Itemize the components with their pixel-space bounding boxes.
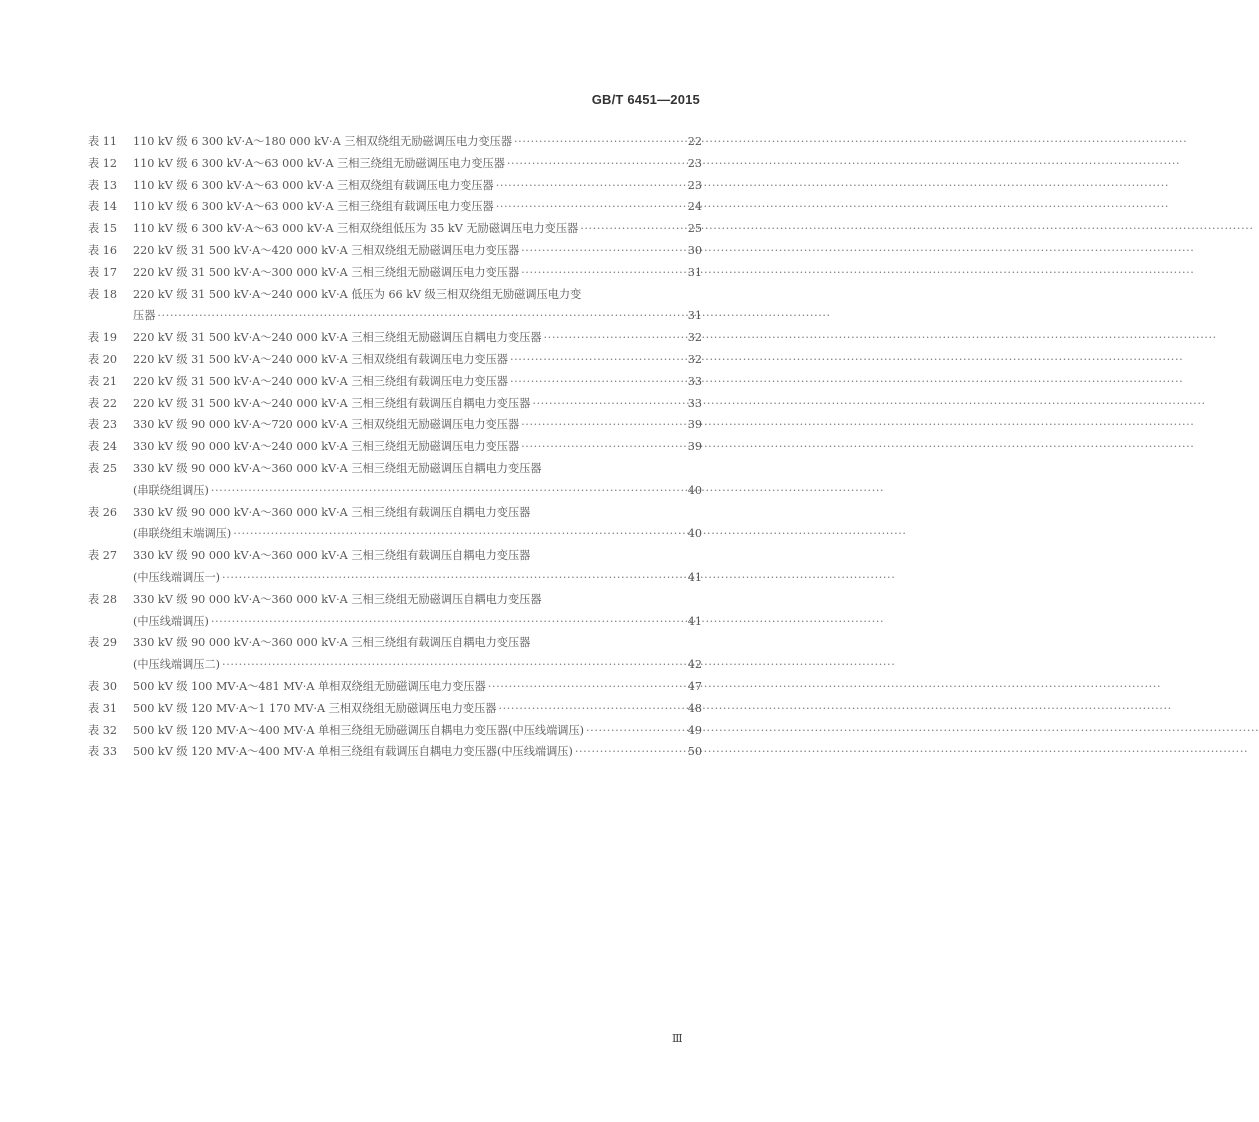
toc-entry-page: 39 (687, 440, 702, 454)
toc-entry[interactable] (88, 458, 702, 502)
toc-entry-title: 压器 (133, 309, 156, 323)
standard-code: GB/T 6451—2015 (591, 92, 700, 107)
toc-entry-number: 表 29 (88, 636, 117, 650)
toc-entry[interactable] (88, 698, 702, 720)
toc-entry-title: 330 kV 级 90 000 kV·A～720 000 kV·A 三相双绕组无励磁调压电力变压器 (133, 418, 520, 432)
toc-entry[interactable] (88, 262, 702, 284)
toc-entry-page: 22 (687, 135, 702, 148)
toc-entry-title: 330 kV 级 90 000 kV·A～360 000 kV·A 三相三绕组无励磁调压自耦电力变压器 (133, 461, 542, 475)
toc-entry-title: 220 kV 级 31 500 kV·A～300 000 kV·A 三相三绕组无励磁调压电力变压器 (133, 265, 520, 279)
toc-entry-title: 110 kV 级 6 300 kV·A～63 000 kV·A 三相三绕组有载调压电力变压器 (133, 200, 494, 214)
toc-entry-line (88, 654, 702, 676)
toc-entry-number: 表 17 (88, 265, 117, 279)
toc-entry-title: 220 kV 级 31 500 kV·A～240 000 kV·A 三相三绕组有载调压电力变压器 (133, 374, 508, 388)
toc-entry-title: 500 kV 级 100 MV·A～481 MV·A 单相双绕组无励磁调压电力变压器 (133, 679, 486, 693)
toc-entry-page: 41 (687, 614, 702, 628)
dot-leader (496, 175, 684, 197)
dot-leader (498, 698, 684, 720)
toc-entry-page: 39 (687, 418, 702, 432)
dot-leader (496, 196, 684, 218)
toc-entry-number: 表 19 (88, 331, 117, 345)
toc-entry[interactable] (88, 240, 702, 262)
toc-entry-line (88, 436, 702, 458)
toc-entry-title: 330 kV 级 90 000 kV·A～240 000 kV·A 三相三绕组无励磁调压电力变压器 (133, 440, 520, 454)
toc-entry-title: (串联绕组调压) (133, 483, 209, 497)
toc-entry-page: 50 (687, 745, 702, 759)
toc-entry-number: 表 12 (88, 156, 117, 170)
toc-entry-title: 330 kV 级 90 000 kV·A～360 000 kV·A 三相三绕组有载调压自耦电力变压器 (133, 505, 531, 519)
toc-entry-page: 48 (687, 701, 702, 715)
toc-entry-number: 表 16 (88, 243, 117, 257)
dot-leader (521, 436, 684, 458)
toc-entry-page: 40 (687, 483, 702, 497)
toc-entry-title: 220 kV 级 31 500 kV·A～240 000 kV·A 低压为 66 kV 级三相双绕组无励磁调压电力变 (133, 287, 582, 301)
toc-entry-line (88, 196, 702, 218)
toc-entry-page: 31 (687, 309, 702, 323)
toc-entry-title: 500 kV 级 120 MV·A～400 MV·A 单相三绕组有载调压自耦电力变压器(中压线端调压) (133, 745, 573, 759)
toc-entry-number: 表 22 (88, 396, 117, 410)
dot-leader (575, 741, 684, 763)
toc-entry-line (88, 523, 702, 545)
toc-entry[interactable] (88, 131, 702, 153)
toc-entry-title: (串联绕组末端调压) (133, 527, 232, 541)
toc-entry-line (88, 632, 702, 654)
toc-entry-number: 表 32 (88, 723, 117, 737)
toc-entry-page: 25 (687, 222, 702, 236)
toc-entry-line (88, 720, 702, 742)
toc-entry-title: 110 kV 级 6 300 kV·A～63 000 kV·A 三相双绕组有载调压电力变压器 (133, 178, 494, 192)
toc-entry-title: (中压线端调压二) (133, 658, 221, 672)
toc-entry-page: 33 (687, 396, 702, 410)
toc-entry[interactable] (88, 349, 702, 371)
toc-entry[interactable] (88, 589, 702, 633)
toc-entry-title: 330 kV 级 90 000 kV·A～360 000 kV·A 三相三绕组有载调压自耦电力变压器 (133, 549, 531, 563)
toc-entry-line (88, 284, 702, 306)
toc-entry[interactable] (88, 371, 702, 393)
dot-leader (514, 131, 684, 153)
toc-entry[interactable] (88, 676, 702, 698)
toc-entry-title: 220 kV 级 31 500 kV·A～240 000 kV·A 三相三绕组无励磁调压自耦电力变压器 (133, 331, 542, 345)
dot-leader (586, 720, 684, 742)
toc-entry-number: 表 25 (88, 461, 117, 475)
toc-entry-page: 42 (687, 658, 702, 672)
toc-entry-number: 表 31 (88, 701, 117, 715)
dot-leader (222, 567, 684, 589)
toc-entry-line (88, 175, 702, 197)
toc-entry-number: 表 14 (88, 200, 117, 214)
toc-entry-page: 33 (687, 374, 702, 388)
table-of-contents (88, 131, 702, 763)
toc-entry-title: 330 kV 级 90 000 kV·A～360 000 kV·A 三相三绕组无励磁调压自耦电力变压器 (133, 592, 542, 606)
toc-entry-line (88, 305, 702, 327)
toc-entry-page: 41 (687, 570, 702, 584)
dot-leader (580, 218, 684, 240)
toc-entry-title: 500 kV 级 120 MV·A～400 MV·A 单相三绕组无励磁调压自耦电力变压器(中压线端调压) (133, 723, 585, 737)
toc-entry-title: 110 kV 级 6 300 kV·A～63 000 kV·A 三相双绕组低压为 35 kV 无励磁调压电力变压器 (133, 222, 579, 236)
dot-leader (507, 153, 684, 175)
toc-entry-number: 表 18 (88, 287, 117, 301)
toc-entry[interactable] (88, 436, 702, 458)
toc-entry[interactable] (88, 175, 702, 197)
toc-entry[interactable] (88, 414, 702, 436)
toc-entry-page: 31 (687, 265, 702, 279)
dot-leader (211, 611, 684, 633)
toc-entry[interactable] (88, 393, 702, 415)
toc-entry[interactable] (88, 327, 702, 349)
page-number: Ⅲ (672, 1032, 683, 1045)
toc-entry-line (88, 240, 702, 262)
toc-entry-title: 220 kV 级 31 500 kV·A～420 000 kV·A 三相双绕组无励磁调压电力变压器 (133, 243, 520, 257)
toc-entry-number: 表 11 (88, 135, 117, 148)
toc-entry-line (88, 153, 702, 175)
toc-entry-page: 40 (687, 527, 702, 541)
toc-entry-page: 32 (687, 331, 702, 345)
toc-entry-line (88, 414, 702, 436)
toc-entry[interactable] (88, 720, 702, 742)
toc-entry-line (88, 676, 702, 698)
dot-leader (233, 523, 684, 545)
toc-entry-page: 49 (687, 723, 702, 737)
toc-entry-line (88, 327, 702, 349)
toc-entry[interactable] (88, 545, 702, 589)
toc-entry-page: 47 (687, 679, 702, 693)
dot-leader (222, 654, 684, 676)
toc-entry-number: 表 24 (88, 440, 117, 454)
toc-entry[interactable] (88, 632, 702, 676)
toc-entry-title: 500 kV 级 120 MV·A～1 170 MV·A 三相双绕组无励磁调压电力变压器 (133, 701, 497, 715)
toc-entry-number: 表 27 (88, 549, 117, 563)
dot-leader (544, 327, 684, 349)
toc-entry-line (88, 567, 702, 589)
toc-entry-line (88, 502, 702, 524)
toc-entry-line (88, 349, 702, 371)
toc-entry[interactable] (88, 284, 702, 328)
toc-entry-line (88, 545, 702, 567)
toc-entry-line (88, 611, 702, 633)
toc-entry-line (88, 262, 702, 284)
dot-leader (211, 480, 684, 502)
toc-entry[interactable] (88, 502, 702, 546)
toc-entry-page: 24 (687, 200, 702, 214)
toc-entry-number: 表 15 (88, 222, 117, 236)
toc-entry-number: 表 20 (88, 352, 117, 366)
toc-entry-line (88, 371, 702, 393)
toc-entry-number: 表 21 (88, 374, 117, 388)
toc-entry-title: 110 kV 级 6 300 kV·A～180 000 kV·A 三相双绕组无励磁调压电力变压器 (133, 135, 513, 148)
dot-leader (488, 676, 684, 698)
dot-leader (510, 371, 684, 393)
toc-entry-page: 30 (687, 243, 702, 257)
toc-entry-title: 220 kV 级 31 500 kV·A～240 000 kV·A 三相三绕组有载调压自耦电力变压器 (133, 396, 531, 410)
toc-entry[interactable] (88, 218, 702, 240)
toc-entry[interactable] (88, 153, 702, 175)
toc-entry-line (88, 458, 702, 480)
toc-entry-page: 32 (687, 352, 702, 366)
toc-entry-title: 220 kV 级 31 500 kV·A～240 000 kV·A 三相双绕组有载调压电力变压器 (133, 352, 508, 366)
toc-entry-line (88, 131, 702, 153)
dot-leader (157, 305, 684, 327)
toc-entry-number: 表 26 (88, 505, 117, 519)
dot-leader (521, 414, 684, 436)
toc-entry-line (88, 698, 702, 720)
toc-entry-page: 23 (687, 156, 702, 170)
toc-entry-title: 110 kV 级 6 300 kV·A～63 000 kV·A 三相三绕组无励磁调压电力变压器 (133, 156, 505, 170)
toc-entry-page: 23 (687, 178, 702, 192)
toc-entry-number: 表 23 (88, 418, 117, 432)
toc-entry-number: 表 30 (88, 679, 117, 693)
toc-entry-number: 表 13 (88, 178, 117, 192)
toc-entry-number: 表 28 (88, 592, 117, 606)
dot-leader (510, 349, 684, 371)
toc-entry-line (88, 393, 702, 415)
toc-entry[interactable] (88, 741, 702, 763)
toc-entry-title: (中压线端调压一) (133, 570, 221, 584)
toc-entry-line (88, 589, 702, 611)
dot-leader (521, 262, 684, 284)
toc-entry-line (88, 480, 702, 502)
dot-leader (521, 240, 684, 262)
dot-leader (532, 393, 684, 415)
toc-entry-number: 表 33 (88, 745, 117, 759)
toc-entry-line (88, 218, 702, 240)
toc-entry[interactable] (88, 196, 702, 218)
toc-entry-title: 330 kV 级 90 000 kV·A～360 000 kV·A 三相三绕组有载调压自耦电力变压器 (133, 636, 531, 650)
toc-entry-line (88, 741, 702, 763)
toc-entry-title: (中压线端调压) (133, 614, 209, 628)
